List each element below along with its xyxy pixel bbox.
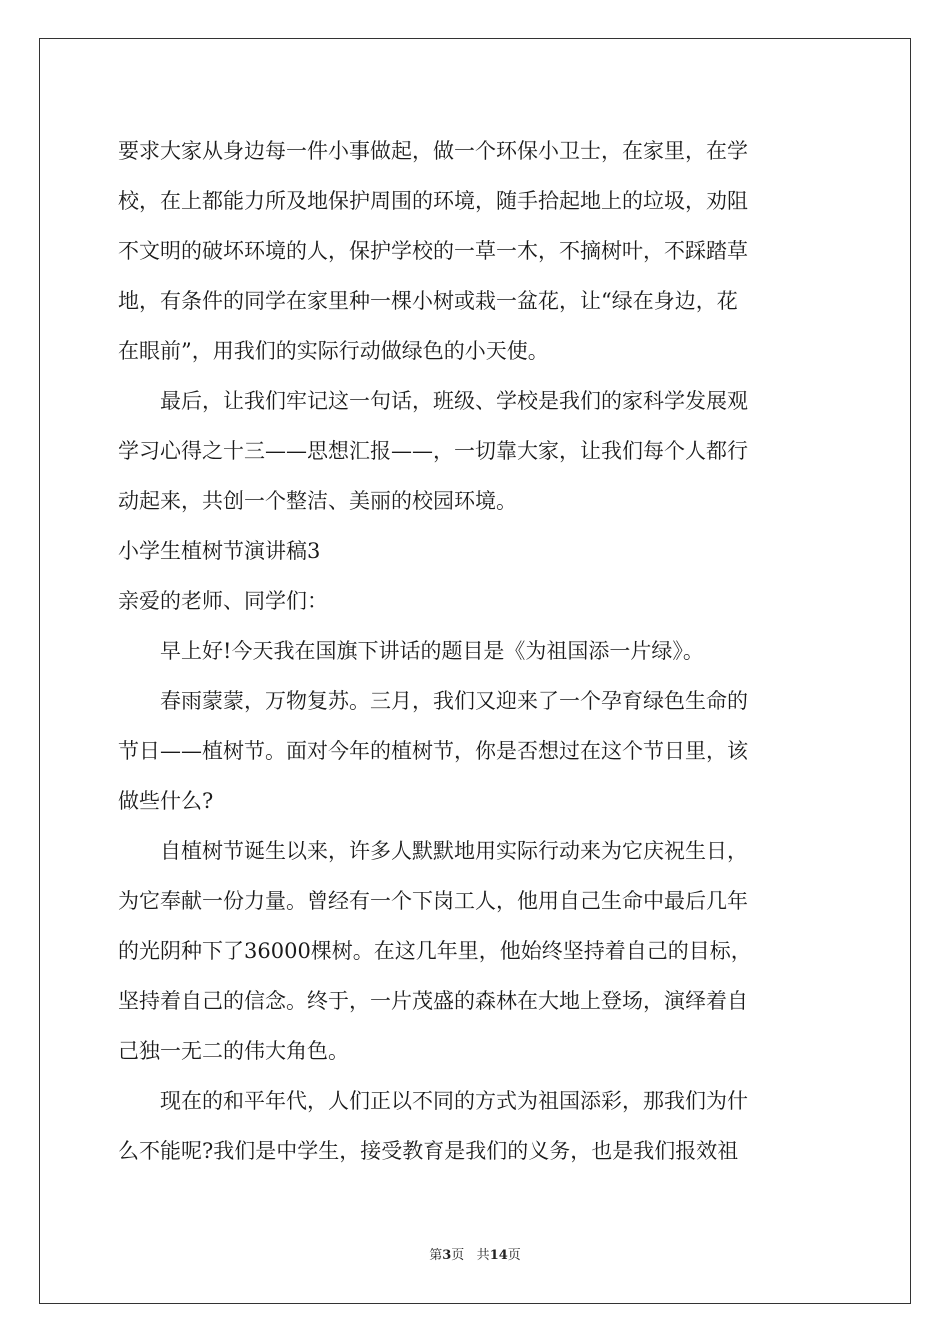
text-line: 的光阴种下了36000棵树。在这几年里，他始终坚持着自己的目标， [118, 939, 752, 963]
text-line: 节日——植树节。面对今年的植树节，你是否想过在这个节日里，该 [118, 739, 748, 763]
section-heading: 小学生植树节演讲稿3 [118, 539, 321, 563]
page-footer [0, 1246, 950, 1266]
text-line: 坚持着自己的信念。终于，一片茂盛的森林在大地上登场，演绎着自 [118, 989, 748, 1013]
text-line: 学习心得之十三——思想汇报——，一切靠大家，让我们每个人都行 [118, 439, 748, 463]
page-number: 3 [442, 1248, 452, 1263]
total-prefix: 共 [476, 1248, 490, 1263]
page-prefix: 第 [429, 1248, 443, 1263]
text-line: 为它奉献一份力量。曾经有一个下岗工人，他用自己生命中最后几年 [118, 889, 748, 913]
text-line: 现在的和平年代，人们正以不同的方式为祖国添彩，那我们为什 [118, 1089, 748, 1113]
text-line: 春雨蒙蒙，万物复苏。三月，我们又迎来了一个孕育绿色生命的 [118, 689, 748, 713]
total-suffix: 页 [507, 1248, 521, 1263]
text-line: 动起来，共创一个整洁、美丽的校园环境。 [118, 489, 517, 513]
text-line: 在眼前”，用我们的实际行动做绿色的小天使。 [118, 339, 549, 363]
text-line: 早上好!今天我在国旗下讲话的题目是《为祖国添一片绿》。 [118, 639, 704, 663]
text-line: 要求大家从身边每一件小事做起，做一个环保小卫士，在家里，在学 [118, 139, 748, 163]
text-line: 地，有条件的同学在家里种一棵小树或栽一盆花，让“绿在身边，花 [118, 289, 738, 313]
text-line: 自植树节诞生以来，许多人默默地用实际行动来为它庆祝生日， [118, 839, 748, 863]
text-line: 最后，让我们牢记这一句话，班级、学校是我们的家科学发展观 [118, 389, 748, 413]
text-line: 己独一无二的伟大角色。 [118, 1039, 349, 1063]
page-suffix: 页 [451, 1248, 465, 1263]
salutation: 亲爱的老师、同学们： [118, 589, 328, 613]
text-line: 校，在上都能力所及地保护周围的环境，随手拾起地上的垃圾，劝阻 [118, 189, 748, 213]
document-body [118, 126, 834, 1176]
text-line: 么不能呢?我们是中学生，接受教育是我们的义务，也是我们报效祖 [118, 1139, 739, 1163]
text-line: 不文明的破坏环境的人，保护学校的一草一木，不摘树叶，不踩踏草 [118, 239, 748, 263]
total-pages: 14 [489, 1248, 508, 1263]
text-line: 做些什么? [118, 789, 214, 813]
